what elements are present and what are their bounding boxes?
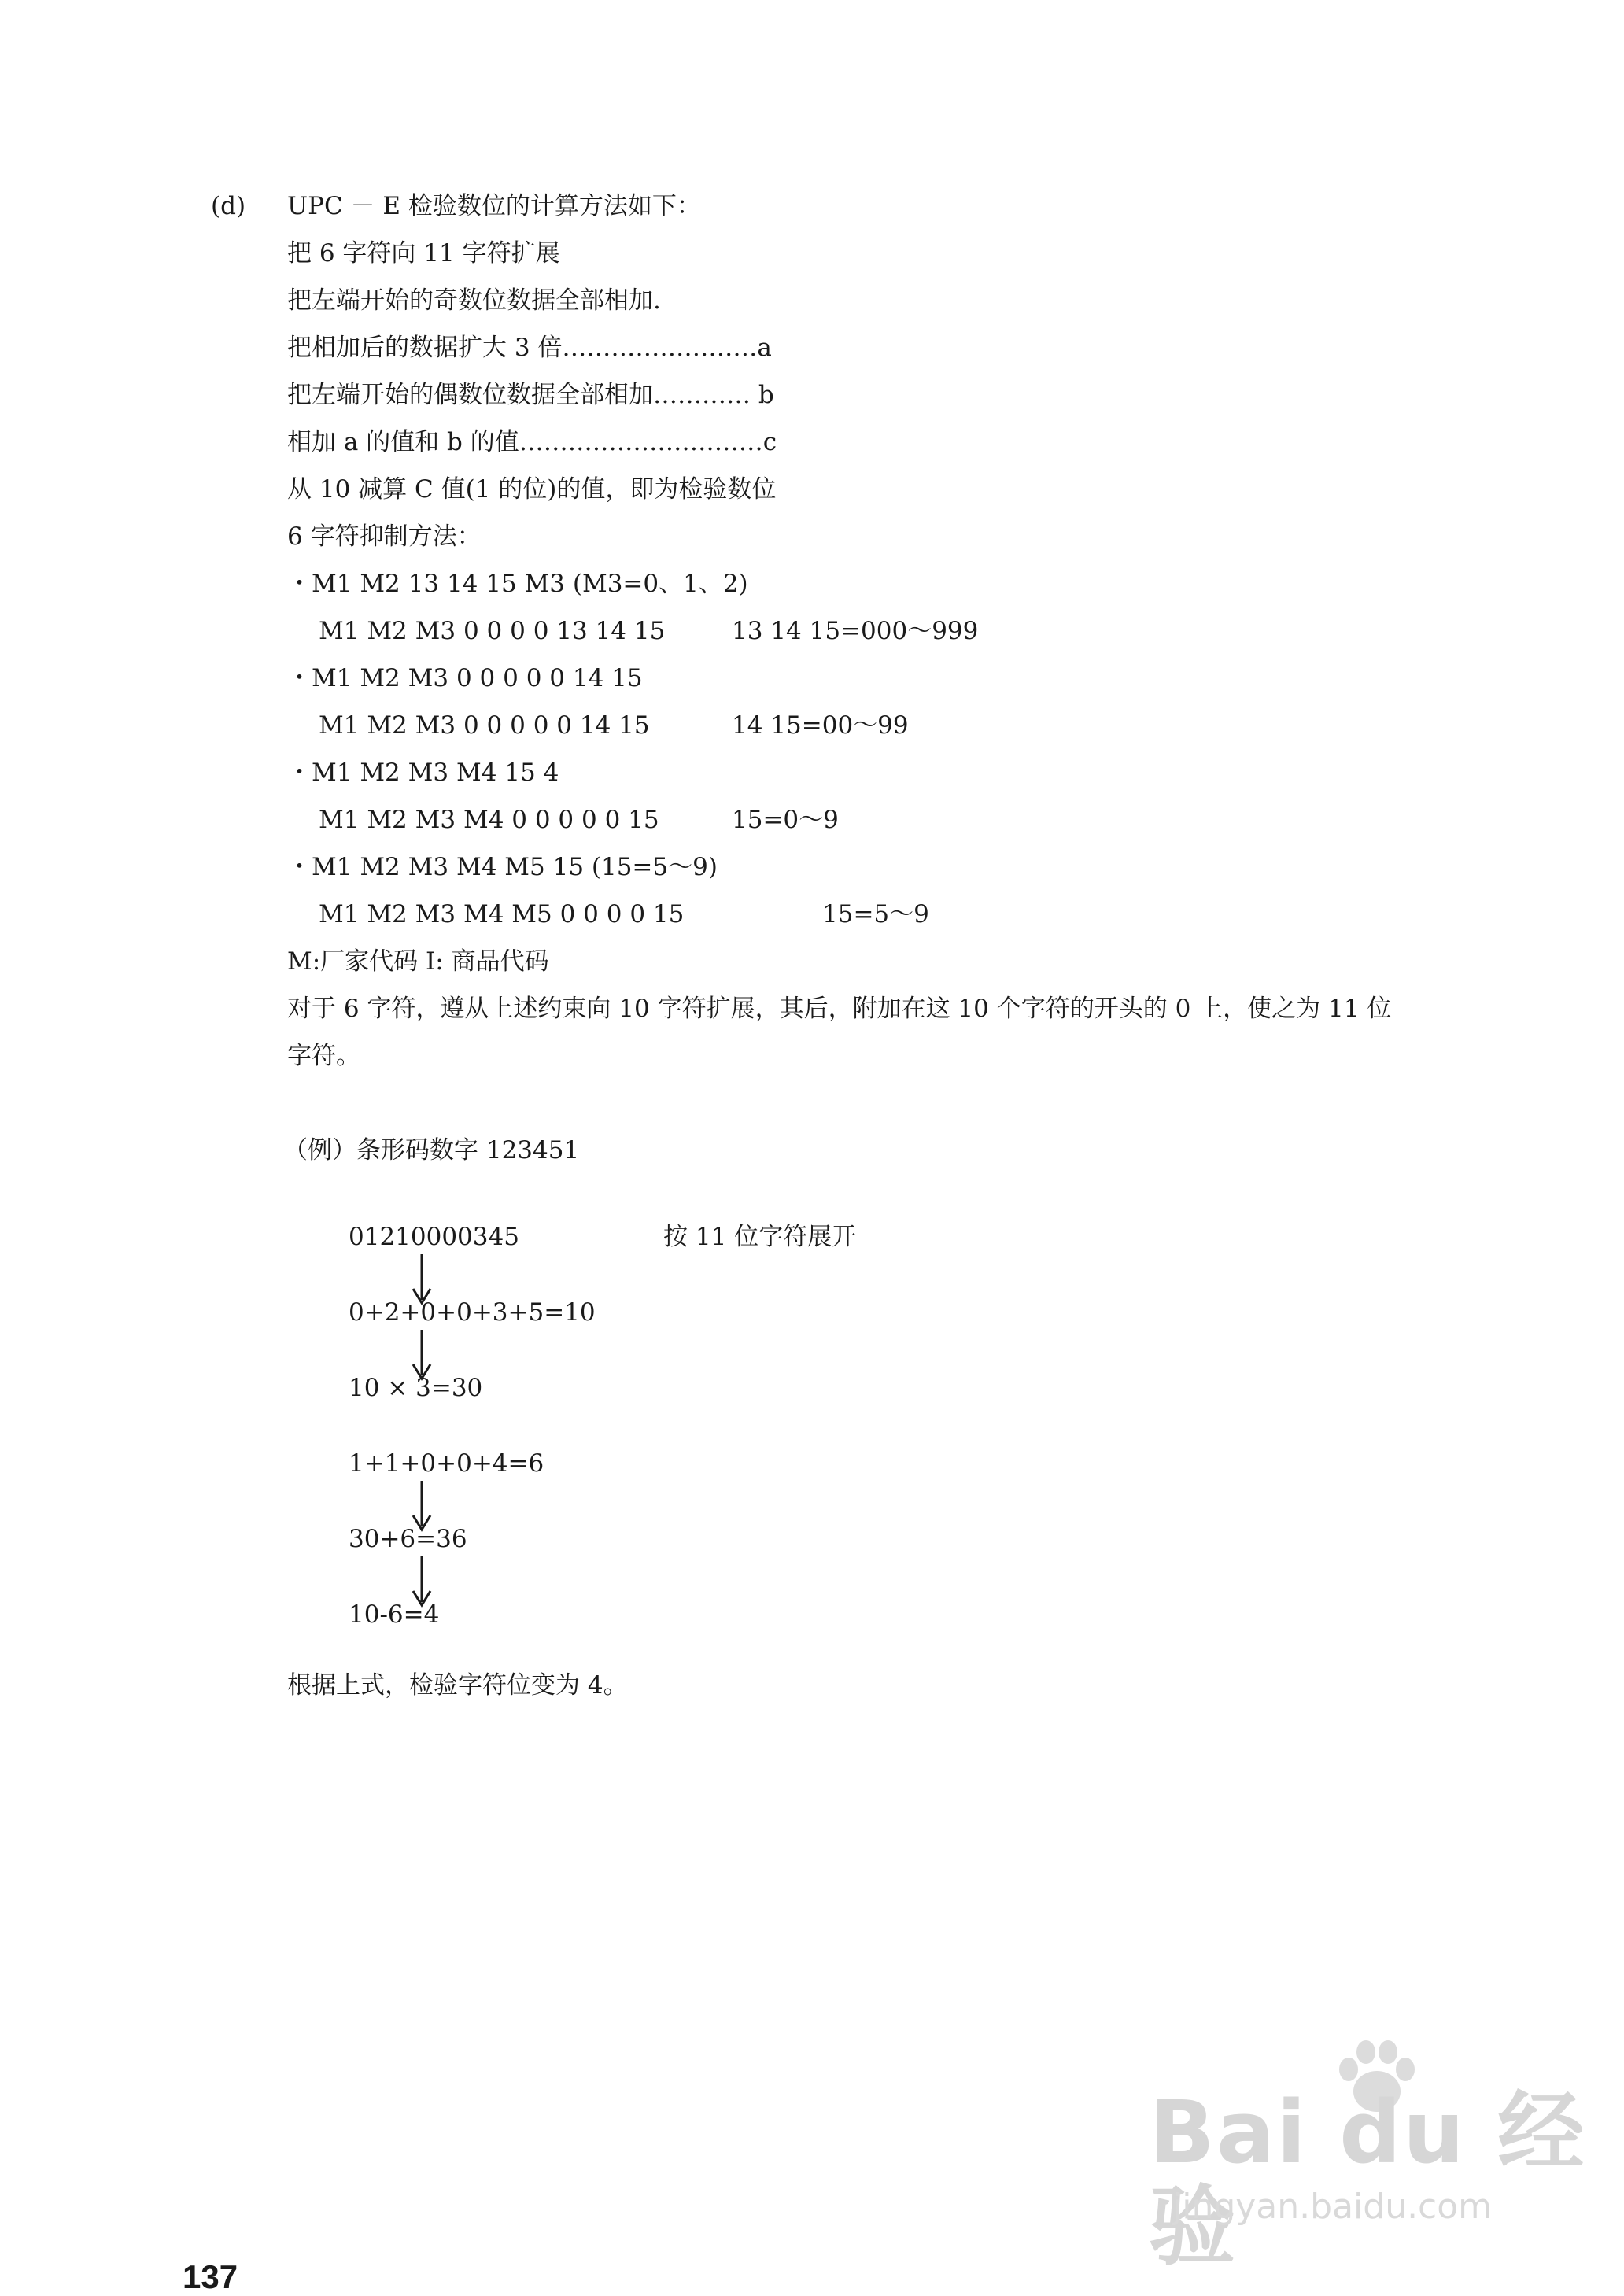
note-line: 对于 6 字符，遵从上述约束向 10 字符扩展，其后，附加在这 10 个字符的开头的 0 上，使之为 11 位 [287,995,1392,1023]
watermark-logo: Bai du 经验 [1149,2082,1586,2277]
baidu-watermark [1149,2030,1589,2277]
rule-range: 14 15=00～99 [732,711,909,740]
step-line: 从 10 减算 C 值(1 的位)的值，即为检验数位 [287,475,777,504]
note-line: 字符。 [287,1042,360,1070]
watermark-url: jingyan.baidu.com [1172,2187,1493,2227]
rule-pattern: ・M1 M2 M3 M4 M5 15 (15=5～9) [287,853,718,881]
example-step: 30+6=36 [349,1525,467,1553]
step-line: 6 字符抑制方法： [287,522,482,551]
step-line: 把左端开始的偶数位数据全部相加………… b [287,381,774,409]
step-line: 把相加后的数据扩大 3 倍……………………a [287,334,772,362]
section-title: UPC － E 检验数位的计算方法如下： [287,192,701,220]
step-line: 相加 a 的值和 b 的值…………………………c [287,428,777,456]
conclusion: 根据上式，检验字符位变为 4。 [287,1671,628,1700]
rule-expanded: M1 M2 M3 M4 M5 0 0 0 0 15 [319,900,685,928]
example-step: 01210000345 [349,1223,519,1251]
step-line: 把 6 字符向 11 字符扩展 [287,239,560,268]
example-step-note: 按 11 位字符展开 [663,1223,857,1251]
rule-expanded: M1 M2 M3 0 0 0 0 13 14 15 [319,617,666,645]
example-step: 10 × 3=30 [349,1374,483,1402]
rule-expanded: M1 M2 M3 0 0 0 0 0 14 15 [319,711,650,740]
rule-pattern: ・M1 M2 M3 M4 15 4 [287,759,559,787]
section-label: (d) [211,192,246,220]
rule-range: 13 14 15=000～999 [732,617,979,645]
rule-range: 15=0～9 [732,806,839,834]
example-step: 10-6=4 [349,1600,440,1629]
rule-pattern: ・M1 M2 13 14 15 M3 (M3=0、1、2) [287,570,748,598]
example-step: 1+1+0+0+4=6 [349,1449,544,1478]
step-line: 把左端开始的奇数位数据全部相加. [287,286,661,315]
rule-range: 15=5～9 [822,900,929,928]
page-number: 137 [183,2258,238,2295]
example-step: 0+2+0+0+3+5=10 [349,1298,596,1327]
rule-expanded: M1 M2 M3 M4 0 0 0 0 0 15 [319,806,659,834]
legend: M:厂家代码 I: 商品代码 [287,947,549,976]
rule-pattern: ・M1 M2 M3 0 0 0 0 0 14 15 [287,664,643,692]
example-title: （例）条形码数字 123451 [283,1136,580,1165]
